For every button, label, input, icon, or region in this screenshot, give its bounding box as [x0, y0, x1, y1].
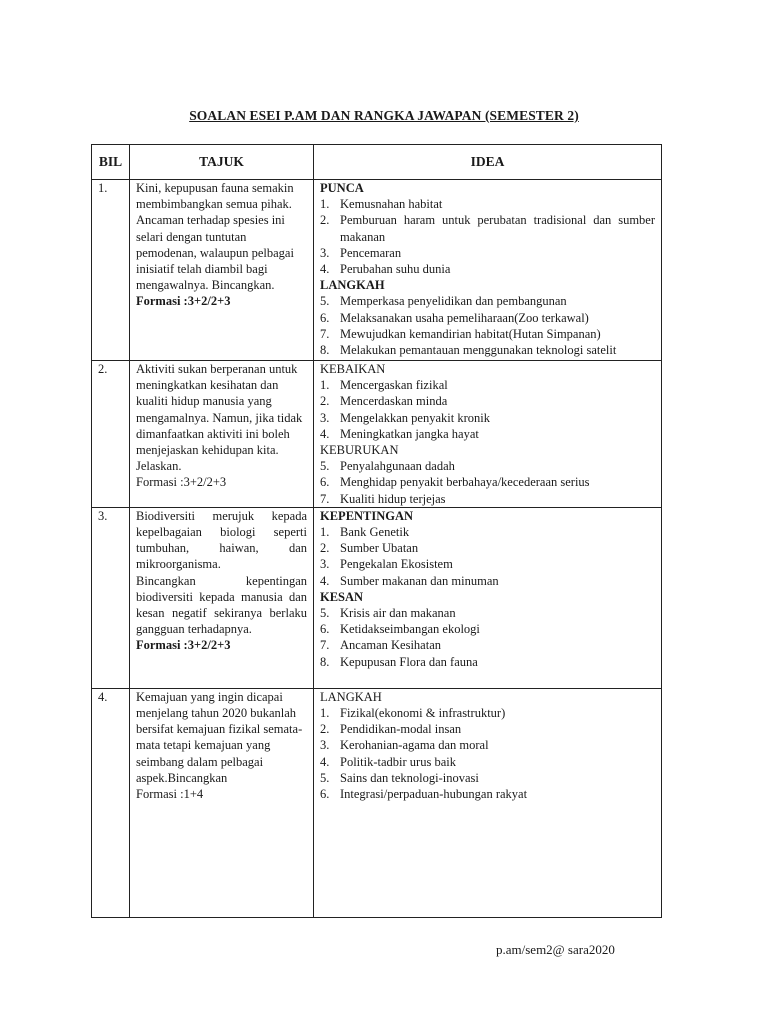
idea-list — [320, 293, 655, 358]
section-heading: KEPENTINGAN — [320, 508, 414, 523]
formasi-text: Formasi :3+2/2+3 — [136, 294, 231, 309]
formasi-text: Formasi :3+2/2+3 — [136, 638, 231, 653]
list-item: 4. Politik-tadbir urus baik — [320, 754, 456, 769]
list-item: 8. Melakukan pemantauan menggunakan teknologi satelit — [320, 343, 617, 358]
list-item: 5. Penyalahgunaan dadah — [320, 459, 455, 474]
list-item: 1. Kemusnahan habitat — [320, 197, 443, 212]
table-row — [92, 361, 662, 508]
list-item: 3. Pencemaran — [320, 245, 402, 260]
section-heading: KESAN — [320, 589, 364, 604]
section-heading: LANGKAH — [320, 278, 385, 293]
formasi-text: Formasi :1+4 — [136, 787, 204, 802]
topic-text: Bincangkan kepentingan biodiversiti kepada manusia dan kesan negatif sekiranya berlaku gangguan terhadapnya. — [136, 573, 307, 637]
row-number: 3. — [92, 507, 130, 688]
list-item: 6. Melaksanakan usaha pemeliharaan(Zoo terkawal) — [320, 310, 589, 325]
table-row — [92, 180, 662, 361]
row-topic — [130, 361, 314, 508]
idea-list — [320, 524, 655, 589]
list-item: 6. Menghidap penyakit berbahaya/kecederaan serius — [320, 475, 590, 490]
formasi-text: Formasi :3+2/2+3 — [136, 475, 227, 490]
header-tajuk: TAJUK — [130, 145, 314, 180]
topic-text: Kini, kepupusan fauna semakin membimbangkan semua pihak. Ancaman terhadap spesies ini selari dengan tuntutan pemodenan, walaupun pelbagai inisiatif telah diambil bagi mengawalnya. Bincangkan. — [136, 181, 294, 293]
idea-list — [320, 458, 655, 507]
topic-text: Aktiviti sukan berperanan untuk meningkatkan kesihatan dan kualiti hidup manusia yang mengamalnya. Namun, jika tidak dimanfaatkan aktiviti ini boleh menjejaskan kehidupan kita. Jelaskan. — [136, 362, 303, 474]
row-number: 2. — [92, 361, 130, 508]
list-item: 2. Pemburuan haram untuk perubatan tradisional dan sumber makanan — [320, 213, 655, 244]
list-item: 3. Kerohanian-agama dan moral — [320, 738, 489, 753]
table-row — [92, 507, 662, 688]
idea-list — [320, 196, 655, 277]
list-item: 2. Pendidikan-modal insan — [320, 722, 462, 737]
row-number: 1. — [92, 180, 130, 361]
list-item: 3. Mengelakkan penyakit kronik — [320, 410, 490, 425]
list-item: 4. Perubahan suhu dunia — [320, 262, 451, 277]
row-ideas — [314, 180, 662, 361]
list-item: 7. Kualiti hidup terjejas — [320, 491, 446, 506]
table-header-row — [92, 145, 662, 180]
list-item: 1. Mencergaskan fizikal — [320, 378, 448, 393]
row-topic — [130, 688, 314, 917]
header-idea: IDEA — [314, 145, 662, 180]
list-item: 2. Mencerdaskan minda — [320, 394, 448, 409]
list-item: 1. Fizikal(ekonomi & infrastruktur) — [320, 706, 506, 721]
section-heading: KEBURUKAN — [320, 443, 399, 458]
idea-list — [320, 605, 655, 670]
footer-note: p.am/sem2@ sara2020 — [496, 942, 615, 957]
row-topic — [130, 180, 314, 361]
list-item: 2. Sumber Ubatan — [320, 541, 419, 556]
page-title: SOALAN ESEI P.AM DAN RANGKA JAWAPAN (SEMESTER 2) — [189, 108, 579, 123]
list-item: 4. Sumber makanan dan minuman — [320, 573, 499, 588]
idea-list — [320, 705, 655, 802]
list-item: 6. Integrasi/perpaduan-hubungan rakyat — [320, 787, 528, 802]
essay-table — [91, 144, 662, 918]
row-ideas — [314, 688, 662, 917]
list-item: 8. Kepupusan Flora dan fauna — [320, 654, 478, 669]
row-ideas — [314, 361, 662, 508]
list-item: 6. Ketidakseimbangan ekologi — [320, 622, 480, 637]
section-heading: KEBAIKAN — [320, 362, 386, 376]
topic-text: Biodiversiti merujuk kepada kepelbagaian biologi seperti tumbuhan, haiwan, dan mikroorganisma. — [136, 508, 307, 572]
header-bil: BIL — [92, 145, 130, 180]
topic-text: Kemajuan yang ingin dicapai menjelang tahun 2020 bukanlah bersifat kemajuan fizikal semata-mata tetapi kemajuan yang seimbang dalam pelbagai aspek.Bincangkan — [136, 689, 303, 785]
list-item: 7. Mewujudkan kemandirian habitat(Hutan Simpanan) — [320, 326, 601, 341]
list-item: 5. Krisis air dan makanan — [320, 606, 456, 621]
section-heading: PUNCA — [320, 181, 364, 195]
table-row — [92, 688, 662, 917]
row-ideas — [314, 507, 662, 688]
list-item: 7. Ancaman Kesihatan — [320, 638, 442, 653]
list-item: 5. Memperkasa penyelidikan dan pembangunan — [320, 294, 567, 309]
list-item: 4. Meningkatkan jangka hayat — [320, 426, 479, 441]
idea-list — [320, 377, 655, 442]
row-topic — [130, 507, 314, 688]
row-number: 4. — [92, 688, 130, 917]
list-item: 5. Sains dan teknologi-inovasi — [320, 770, 479, 785]
section-heading: LANGKAH — [320, 689, 382, 704]
list-item: 3. Pengekalan Ekosistem — [320, 557, 453, 572]
list-item: 1. Bank Genetik — [320, 525, 410, 540]
